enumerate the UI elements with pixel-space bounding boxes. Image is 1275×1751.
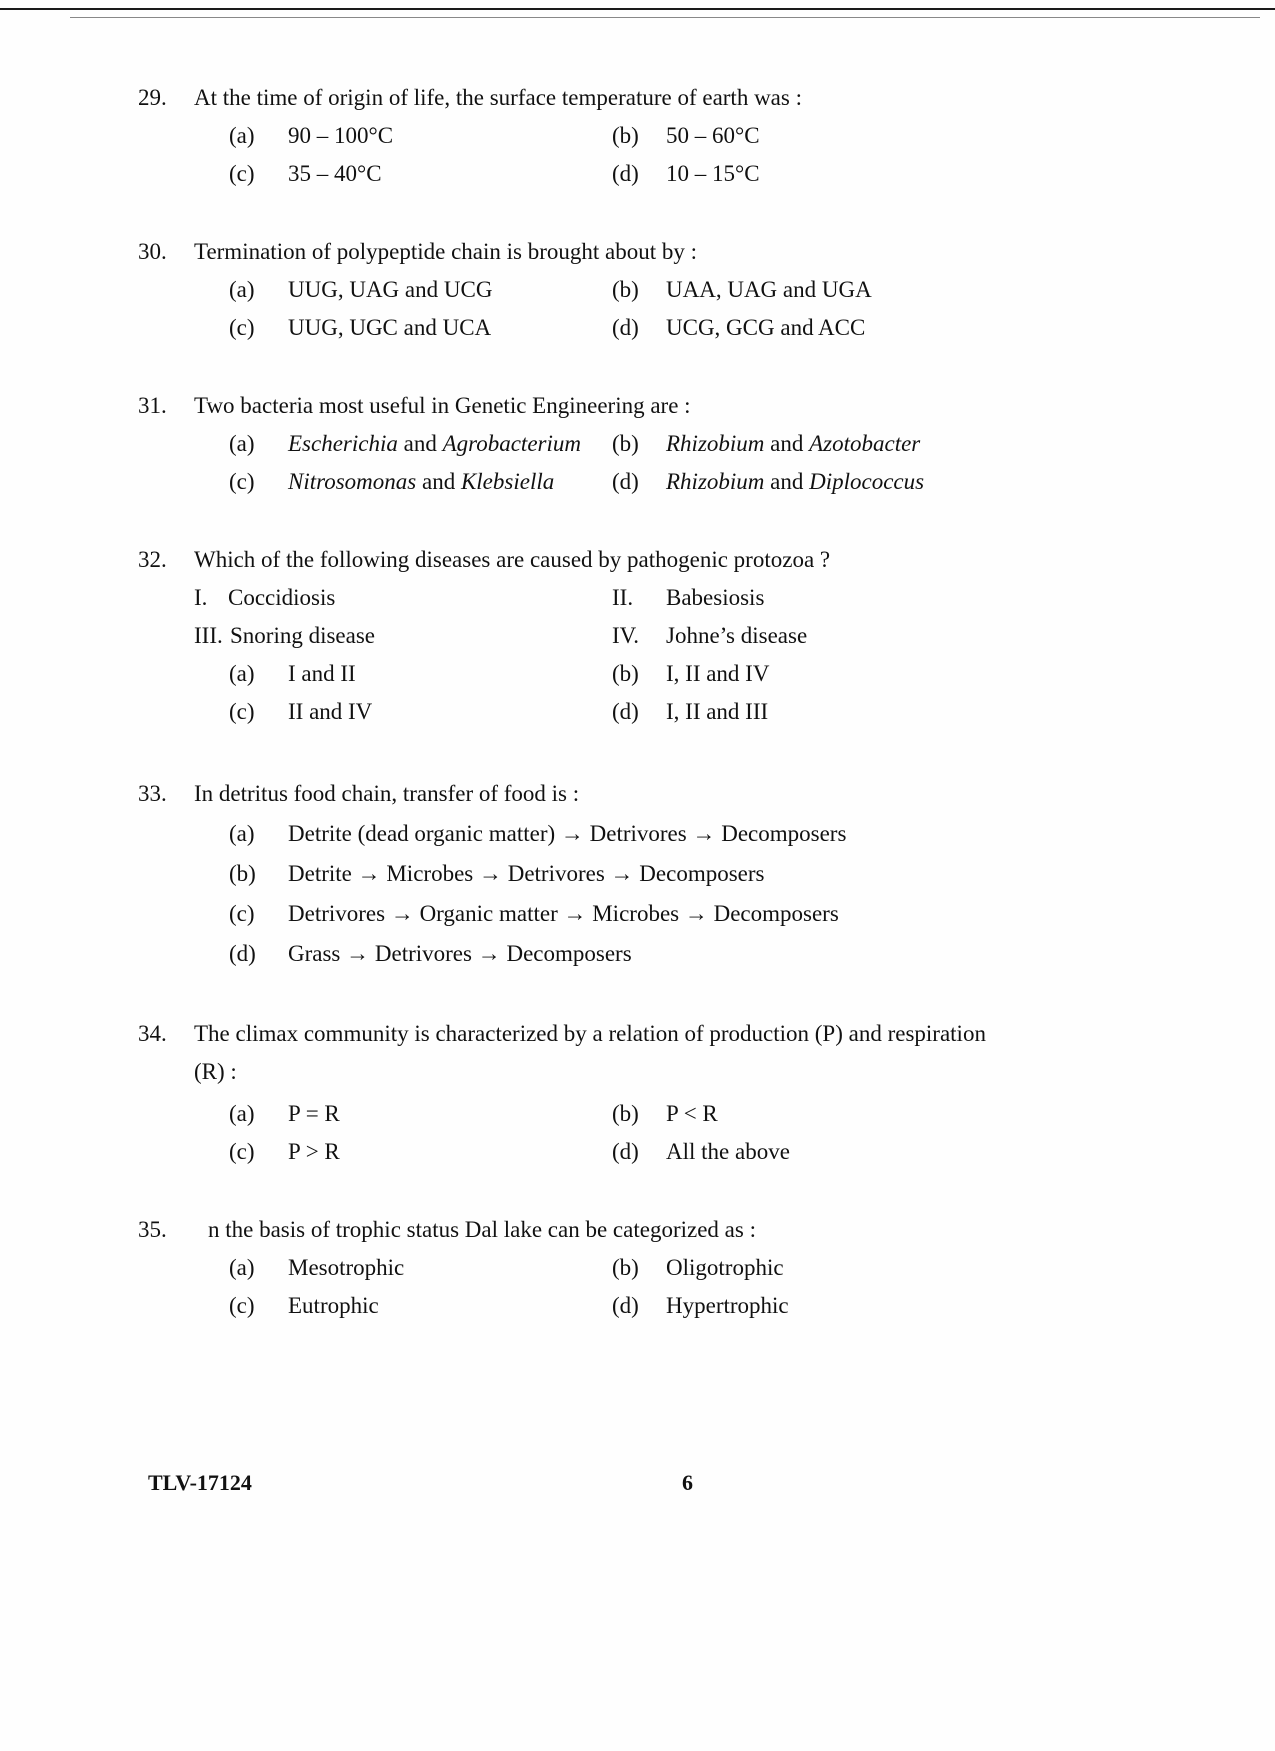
statement-label: I.: [194, 585, 208, 610]
option-label: (b): [612, 123, 639, 148]
question-number: 29.: [138, 85, 167, 110]
option-text: 35 – 40°C: [288, 161, 382, 186]
option-row: [0, 1096, 1275, 1134]
option-label: (c): [229, 469, 255, 494]
option-label: (c): [229, 1293, 255, 1318]
option-text: Rhizobium and Diplococcus: [666, 469, 925, 494]
option-row: [0, 856, 1275, 894]
option-text: 10 – 15°C: [666, 161, 760, 186]
option-label: (d): [612, 1293, 639, 1318]
option-text: I and II: [288, 661, 356, 686]
option-label: (b): [612, 277, 639, 302]
top-rule-thin: [70, 17, 1260, 18]
option-label: (b): [612, 431, 639, 456]
option-row: [0, 936, 1275, 974]
question-number: 34.: [138, 1021, 167, 1046]
option-text: Nitrosomonas and Klebsiella: [288, 469, 555, 494]
option-row: [0, 694, 1275, 732]
statement-text: Coccidiosis: [228, 585, 336, 610]
option-label: (a): [229, 1255, 255, 1280]
option-text: I, II and IV: [666, 661, 770, 686]
statement-label: III.: [194, 623, 223, 648]
option-label: (a): [229, 277, 255, 302]
statement-text: Johne’s disease: [666, 623, 808, 648]
question-text: Termination of polypeptide chain is brought about by :: [194, 239, 698, 264]
option-row: [0, 310, 1275, 348]
option-label: (b): [612, 1101, 639, 1126]
question-text: Two bacteria most useful in Genetic Engineering are :: [194, 393, 691, 418]
question-text-continued: [0, 1054, 1275, 1092]
top-rule: [0, 8, 1275, 10]
question-text: Which of the following diseases are caused by pathogenic protozoa ?: [194, 547, 831, 572]
option-label: (d): [612, 699, 639, 724]
option-text: UUG, UGC and UCA: [288, 315, 492, 340]
question-text: n the basis of trophic status Dal lake can be categorized as :: [208, 1217, 756, 1242]
option-row: [0, 272, 1275, 310]
question-number: 31.: [138, 393, 167, 418]
option-text: Grass → Detrivores → Decomposers: [288, 941, 632, 966]
option-text: Rhizobium and Azotobacter: [666, 431, 921, 456]
option-label: (c): [229, 315, 255, 340]
statement-row: [0, 618, 1275, 656]
page-number: 6: [682, 1470, 693, 1495]
option-text: Detrite (dead organic matter) → Detrivores → Decomposers: [288, 821, 847, 846]
option-label: (c): [229, 901, 255, 926]
option-text: Detrivores → Organic matter → Microbes → Decomposers: [288, 901, 839, 926]
option-text: 50 – 60°C: [666, 123, 760, 148]
option-text: UUG, UAG and UCG: [288, 277, 493, 302]
option-label: (b): [612, 661, 639, 686]
paper-code: TLV-17124: [148, 1470, 252, 1495]
option-label: (c): [229, 1139, 255, 1164]
option-text: UCG, GCG and ACC: [666, 315, 866, 340]
option-label: (a): [229, 1101, 255, 1126]
option-label: (a): [229, 431, 255, 456]
option-text: P = R: [288, 1101, 340, 1126]
option-text: I, II and III: [666, 699, 769, 724]
option-label: (b): [229, 861, 256, 886]
option-text: Oligotrophic: [666, 1255, 784, 1280]
option-row: [0, 426, 1275, 464]
option-row: [0, 1134, 1275, 1172]
option-text: Detrite → Microbes → Detrivores → Decomposers: [288, 861, 765, 886]
option-row: [0, 1250, 1275, 1288]
option-text: Eutrophic: [288, 1293, 379, 1318]
option-text: 90 – 100°C: [288, 123, 394, 148]
question-text: At the time of origin of life, the surface temperature of earth was :: [194, 85, 802, 110]
option-label: (c): [229, 699, 255, 724]
statement-label: IV.: [612, 623, 640, 648]
option-row: [0, 118, 1275, 156]
option-label: (d): [612, 315, 639, 340]
question-number: 30.: [138, 239, 167, 264]
option-row: [0, 656, 1275, 694]
option-row: [0, 464, 1275, 502]
option-text: P > R: [288, 1139, 340, 1164]
statement-row: [0, 580, 1275, 618]
option-label: (c): [229, 161, 255, 186]
option-label: (d): [612, 469, 639, 494]
option-text: Hypertrophic: [666, 1293, 789, 1318]
option-text: P < R: [666, 1101, 718, 1126]
option-label: (d): [612, 1139, 639, 1164]
option-label: (a): [229, 821, 255, 846]
question-number: 35.: [138, 1217, 167, 1242]
option-text: Mesotrophic: [288, 1255, 405, 1280]
question-text-line2: (R) :: [194, 1059, 237, 1084]
question-number: 32.: [138, 547, 167, 572]
option-label: (a): [229, 661, 255, 686]
statement-label: II.: [612, 585, 634, 610]
question-text: The climax community is characterized by a relation of production (P) and respiration: [194, 1021, 986, 1046]
option-label: (d): [229, 941, 256, 966]
option-row: [0, 1288, 1275, 1326]
option-text: UAA, UAG and UGA: [666, 277, 872, 302]
option-text: II and IV: [288, 699, 373, 724]
option-label: (b): [612, 1255, 639, 1280]
option-text: All the above: [666, 1139, 790, 1164]
option-text: Escherichia and Agrobacterium: [288, 431, 581, 456]
statement-text: Babesiosis: [666, 585, 765, 610]
option-label: (a): [229, 123, 255, 148]
question-text: In detritus food chain, transfer of food is :: [194, 781, 580, 806]
option-label: (d): [612, 161, 639, 186]
question-number: 33.: [138, 781, 167, 806]
option-row: [0, 156, 1275, 194]
option-row: [0, 816, 1275, 854]
option-row: [0, 896, 1275, 934]
statement-text: Snoring disease: [230, 623, 376, 648]
